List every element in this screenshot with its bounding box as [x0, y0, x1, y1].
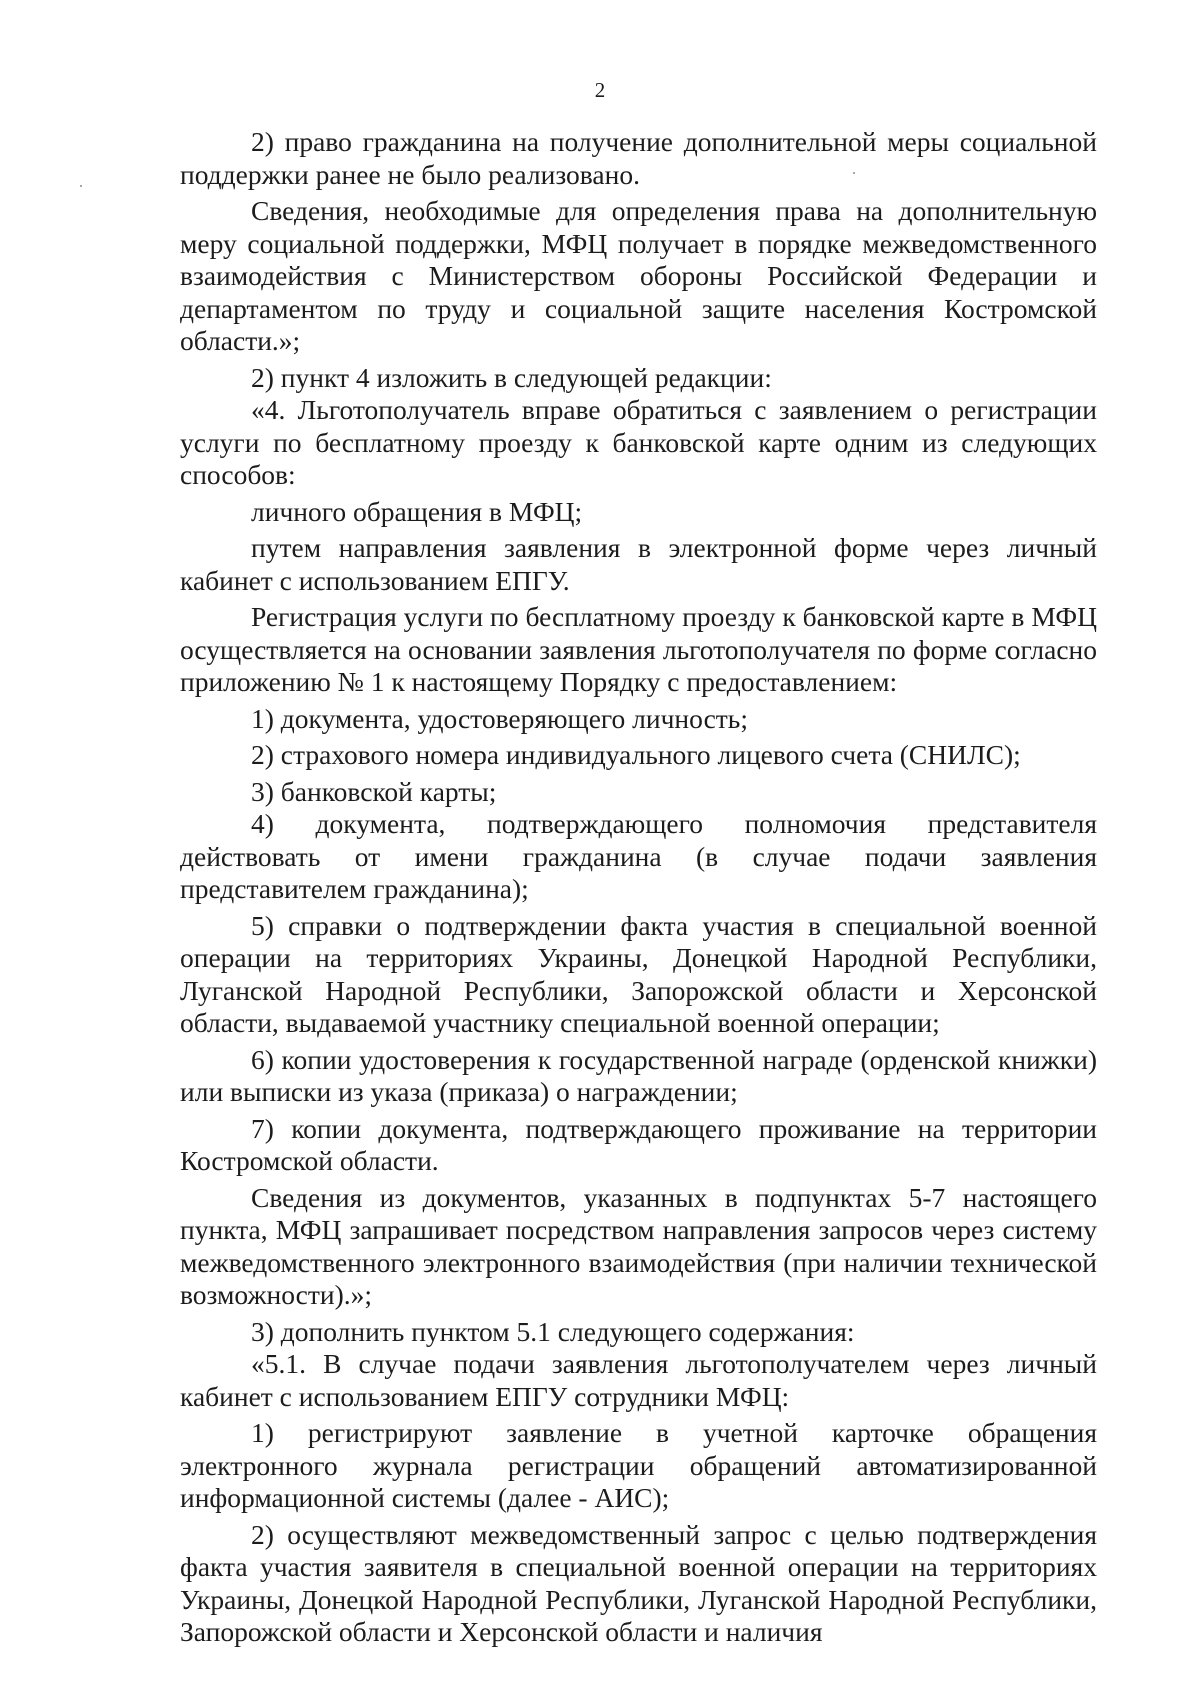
paragraph: 1) регистрируют заявление в учетной карточке обращения электронного журнала регистрации обращений автоматизированной информационной системы (далее - АИС);	[180, 1417, 1097, 1513]
paragraph: 4) документа, подтверждающего полномочия представителя действовать от имени гражданина (в случае подачи заявления представителем гражданина);	[180, 808, 1097, 904]
paragraph: 3) дополнить пунктом 5.1 следующего содержания:	[251, 1315, 855, 1347]
paragraph: Регистрация услуги по бесплатному проезду к банковской карте в МФЦ осуществляется на основании заявления льготополучателя по форме согласно приложению № 1 к настоящему Порядку с предоставлением:	[180, 601, 1097, 697]
paragraph: личного обращения в МФЦ;	[251, 495, 583, 527]
paragraph: «5.1. В случае подачи заявления льготополучателем через личный кабинет с использованием ЕПГУ сотрудники МФЦ:	[180, 1348, 1097, 1412]
paragraph: Сведения из документов, указанных в подпунктах 5-7 настоящего пункта, МФЦ запрашивает посредством направления запросов через систему межведомственного электронного взаимодействия (при наличии технической возможности).»;	[180, 1181, 1097, 1310]
paragraph: Сведения, необходимые для определения права на дополнительную меру социальной поддержки, МФЦ получает в порядке межведомственного взаимодействия с Министерством обороны Российской Федерации и департаментом по труду и социальной защите населения Костромской области.»;	[180, 195, 1097, 356]
paragraph: 2) страхового номера индивидуального лицевого счета (СНИЛС);	[251, 739, 1021, 770]
paragraph: 5) справки о подтверждении факта участия в специальной военной операции на территориях Украины, Донецкой Народной Республики, Луганской Народной Республики, Запорожской области и Херсонской области, выдаваемой участнику специальной военной операции;	[180, 909, 1097, 1038]
paragraph: 6) копии удостоверения к государственной награде (орденской книжки) или выписки из указа (приказа) о награждении;	[180, 1043, 1097, 1107]
paragraph: «4. Льготополучатель вправе обратиться с заявлением о регистрации услуги по бесплатному проезду к банковской карте одним из следующих способов:	[180, 394, 1097, 490]
paragraph: 2) осуществляют межведомственный запрос с целью подтверждения факта участия заявителя в специальной военной операции на территориях Украины, Донецкой Народной Республики, Луганской Народной Республики, Запорожской области и Херсонской области и наличия	[180, 1518, 1097, 1647]
paragraph: 3) банковской карты;	[251, 775, 497, 807]
scan-speck	[80, 185, 82, 187]
paragraph: 1) документа, удостоверяющего личность;	[251, 702, 748, 734]
document-body	[180, 126, 1097, 1649]
paragraph: 7) копии документа, подтверждающего проживание на территории Костромской области.	[180, 1112, 1097, 1176]
paragraph: 2) пункт 4 изложить в следующей редакции:	[251, 361, 772, 393]
page-number: 2	[594, 78, 606, 102]
paragraph: путем направления заявления в электронной форме через личный кабинет с использованием ЕПГУ.	[180, 532, 1097, 596]
paragraph: 2) право гражданина на получение дополнительной меры социальной поддержки ранее не было реализовано.	[180, 126, 1097, 190]
